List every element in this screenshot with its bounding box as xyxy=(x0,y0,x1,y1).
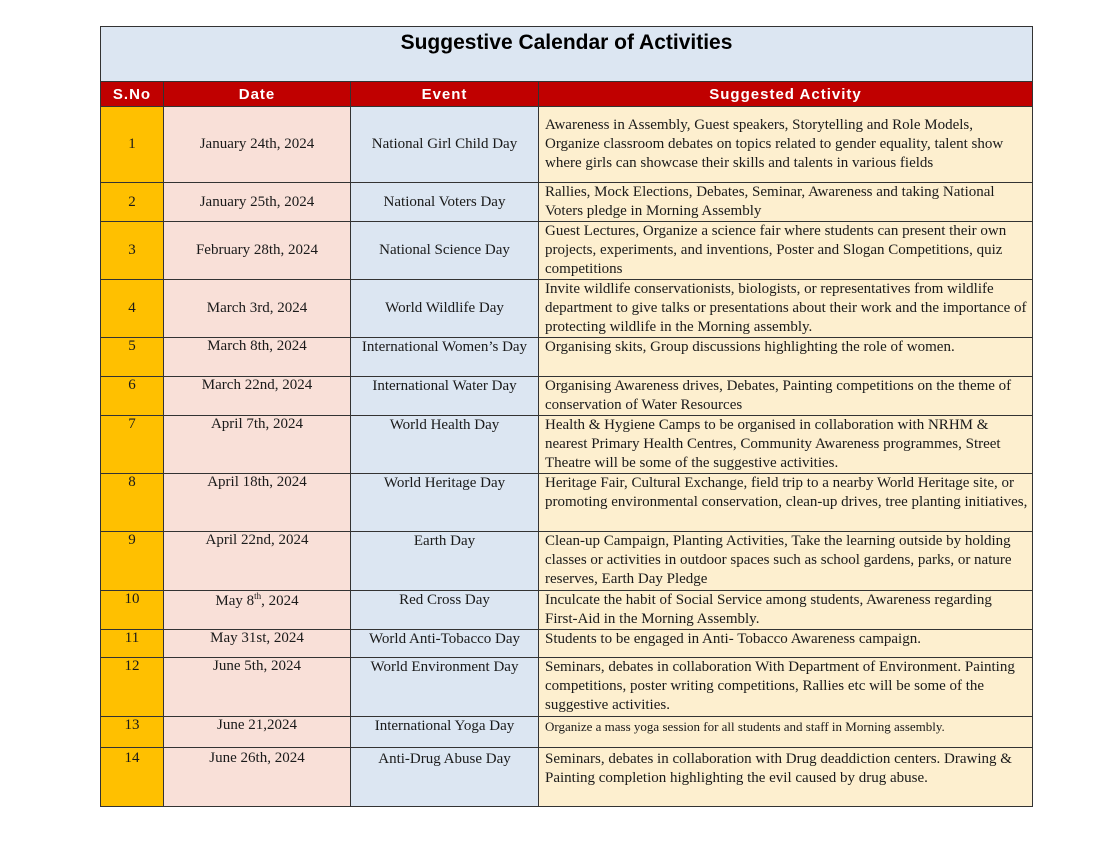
header-event: Event xyxy=(351,82,539,107)
date-cell: January 24th, 2024 xyxy=(164,107,351,183)
table-row xyxy=(101,658,1033,717)
sno-cell: 13 xyxy=(101,717,164,748)
activity-cell: Inculcate the habit of Social Service among students, Awareness regarding First-Aid in the Morning Assembly. xyxy=(539,591,1033,630)
date-ordinal-suffix: th xyxy=(254,591,262,601)
event-cell: Earth Day xyxy=(351,532,539,591)
date-cell: June 5th, 2024 xyxy=(164,658,351,717)
table-row xyxy=(101,748,1033,807)
date-cell: April 18th, 2024 xyxy=(164,474,351,532)
date-cell: January 25th, 2024 xyxy=(164,183,351,222)
table-row xyxy=(101,474,1033,532)
sno-cell: 7 xyxy=(101,416,164,474)
activity-cell: Rallies, Mock Elections, Debates, Seminar, Awareness and taking National Voters pledge in Morning Assembly xyxy=(539,183,1033,222)
table-row xyxy=(101,377,1033,416)
header-activity: Suggested Activity xyxy=(539,82,1033,107)
header-row xyxy=(101,82,1033,107)
date-cell: March 8th, 2024 xyxy=(164,338,351,377)
activity-cell: Seminars, debates in collaboration with Drug deaddiction centers. Drawing & Painting completion highlighting the evil caused by drug abuse. xyxy=(539,748,1033,807)
event-cell: World Health Day xyxy=(351,416,539,474)
activity-cell: Students to be engaged in Anti- Tobacco Awareness campaign. xyxy=(539,630,1033,658)
table-row xyxy=(101,222,1033,280)
event-cell: Anti-Drug Abuse Day xyxy=(351,748,539,807)
table-title: Suggestive Calendar of Activities xyxy=(101,27,1033,82)
date-year: , 2024 xyxy=(261,593,299,609)
sno-cell: 3 xyxy=(101,222,164,280)
activity-cell: Invite wildlife conservationists, biologists, or representatives from wildlife department to give talks or presentations about their work and the importance of protecting wildlife in the Morning assembly. xyxy=(539,280,1033,338)
sno-cell: 10 xyxy=(101,591,164,630)
event-cell: National Girl Child Day xyxy=(351,107,539,183)
activity-cell: Organising Awareness drives, Debates, Painting competitions on the theme of conservation of Water Resources xyxy=(539,377,1033,416)
event-cell: National Voters Day xyxy=(351,183,539,222)
sno-cell: 4 xyxy=(101,280,164,338)
event-cell: World Wildlife Day xyxy=(351,280,539,338)
sno-cell: 8 xyxy=(101,474,164,532)
sno-cell: 14 xyxy=(101,748,164,807)
event-cell: World Anti-Tobacco Day xyxy=(351,630,539,658)
date-cell: March 3rd, 2024 xyxy=(164,280,351,338)
header-sno: S.No xyxy=(101,82,164,107)
table-row xyxy=(101,630,1033,658)
event-cell: World Heritage Day xyxy=(351,474,539,532)
table-row xyxy=(101,183,1033,222)
header-date: Date xyxy=(164,82,351,107)
activity-cell: Organize a mass yoga session for all students and staff in Morning assembly. xyxy=(539,717,1033,748)
date-cell xyxy=(164,591,351,630)
table-row xyxy=(101,338,1033,377)
event-cell: International Water Day xyxy=(351,377,539,416)
table-row xyxy=(101,416,1033,474)
sno-cell: 5 xyxy=(101,338,164,377)
table-row xyxy=(101,280,1033,338)
activity-cell: Awareness in Assembly, Guest speakers, Storytelling and Role Models, Organize classroom debates on topics related to gender equality, talent show where girls can showcase their skills and talents in various fields xyxy=(539,107,1033,183)
table-row xyxy=(101,591,1033,630)
sno-cell: 2 xyxy=(101,183,164,222)
activity-cell: Heritage Fair, Cultural Exchange, field trip to a nearby World Heritage site, or promoting environmental conservation, clean-up drives, tree planting initiatives, xyxy=(539,474,1033,532)
activity-cell: Seminars, debates in collaboration With Department of Environment. Painting competitions, poster writing competitions, Rallies etc will be some of the suggestive activities. xyxy=(539,658,1033,717)
table-row xyxy=(101,717,1033,748)
activity-cell: Organising skits, Group discussions highlighting the role of women. xyxy=(539,338,1033,377)
date-text: May 8 xyxy=(215,593,255,609)
date-cell: February 28th, 2024 xyxy=(164,222,351,280)
activity-cell: Health & Hygiene Camps to be organised in collaboration with NRHM & nearest Primary Health Centres, Community Awareness programmes, Street Theatre will be some of the suggestive activities. xyxy=(539,416,1033,474)
activities-table xyxy=(100,26,1033,807)
sno-cell: 1 xyxy=(101,107,164,183)
activity-cell: Guest Lectures, Organize a science fair where students can present their own projects, experiments, and inventions, Poster and Slogan Competitions, quiz competitions xyxy=(539,222,1033,280)
date-cell: June 26th, 2024 xyxy=(164,748,351,807)
sno-cell: 6 xyxy=(101,377,164,416)
event-cell: National Science Day xyxy=(351,222,539,280)
activity-cell: Clean-up Campaign, Planting Activities, Take the learning outside by holding classes or activities in outdoor spaces such as school gardens, parks, or nature reserves, Earth Day Pledge xyxy=(539,532,1033,591)
date-cell: June 21,2024 xyxy=(164,717,351,748)
sno-cell: 9 xyxy=(101,532,164,591)
sno-cell: 11 xyxy=(101,630,164,658)
date-cell: May 31st, 2024 xyxy=(164,630,351,658)
table-row xyxy=(101,107,1033,183)
sno-cell: 12 xyxy=(101,658,164,717)
event-cell: Red Cross Day xyxy=(351,591,539,630)
table-row xyxy=(101,532,1033,591)
date-cell: April 7th, 2024 xyxy=(164,416,351,474)
event-cell: International Women’s Day xyxy=(351,338,539,377)
calendar-document xyxy=(100,26,1032,807)
event-cell: International Yoga Day xyxy=(351,717,539,748)
event-cell: World Environment Day xyxy=(351,658,539,717)
date-cell: April 22nd, 2024 xyxy=(164,532,351,591)
date-cell: March 22nd, 2024 xyxy=(164,377,351,416)
